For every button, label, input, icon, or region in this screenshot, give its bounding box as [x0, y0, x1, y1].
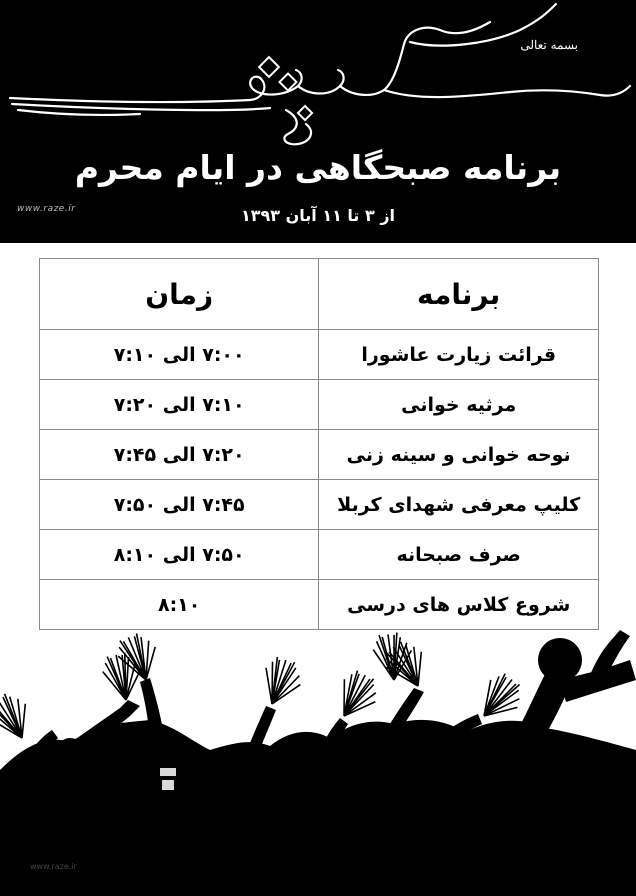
time-cell: ۷:۵۰ الی ۸:۱۰ [40, 530, 319, 580]
table-row [40, 430, 599, 480]
date-range: از ۳ تا ۱۱ آبان ۱۳۹۳ [240, 206, 396, 225]
time-column-header: زمان [40, 259, 319, 330]
program-cell: کلیپ معرفی شهدای کربلا [319, 480, 599, 530]
table-row [40, 330, 599, 380]
bismillah-text: بسمه تعالی [520, 38, 578, 52]
table-row [40, 530, 599, 580]
mourners-silhouette-icon [0, 620, 636, 896]
program-cell: شروع کلاس های درسی [319, 580, 599, 630]
program-cell: قرائت زیارت عاشورا [319, 330, 599, 380]
footer-watermark: www.raze.ir [30, 862, 77, 871]
program-cell: مرثیه خوانی [319, 380, 599, 430]
table-header-row [40, 259, 599, 330]
hussain-calligraphy-icon [0, 0, 636, 150]
table-row [40, 380, 599, 430]
program-column-header: برنامه [319, 259, 599, 330]
time-cell: ۷:۱۰ الی ۷:۲۰ [40, 380, 319, 430]
website-url: www.raze.ir [17, 204, 76, 214]
time-cell: ۷:۴۵ الی ۷:۵۰ [40, 480, 319, 530]
header-banner [0, 0, 636, 243]
time-cell: ۸:۱۰ [40, 580, 319, 630]
program-cell: نوحه خوانی و سینه زنی [319, 430, 599, 480]
program-cell: صرف صبحانه [319, 530, 599, 580]
time-cell: ۷:۲۰ الی ۷:۴۵ [40, 430, 319, 480]
page-title: برنامه صبحگاهی در ایام محرم [74, 148, 562, 187]
table-row [40, 480, 599, 530]
schedule-table [39, 258, 599, 630]
time-cell: ۷:۰۰ الی ۷:۱۰ [40, 330, 319, 380]
